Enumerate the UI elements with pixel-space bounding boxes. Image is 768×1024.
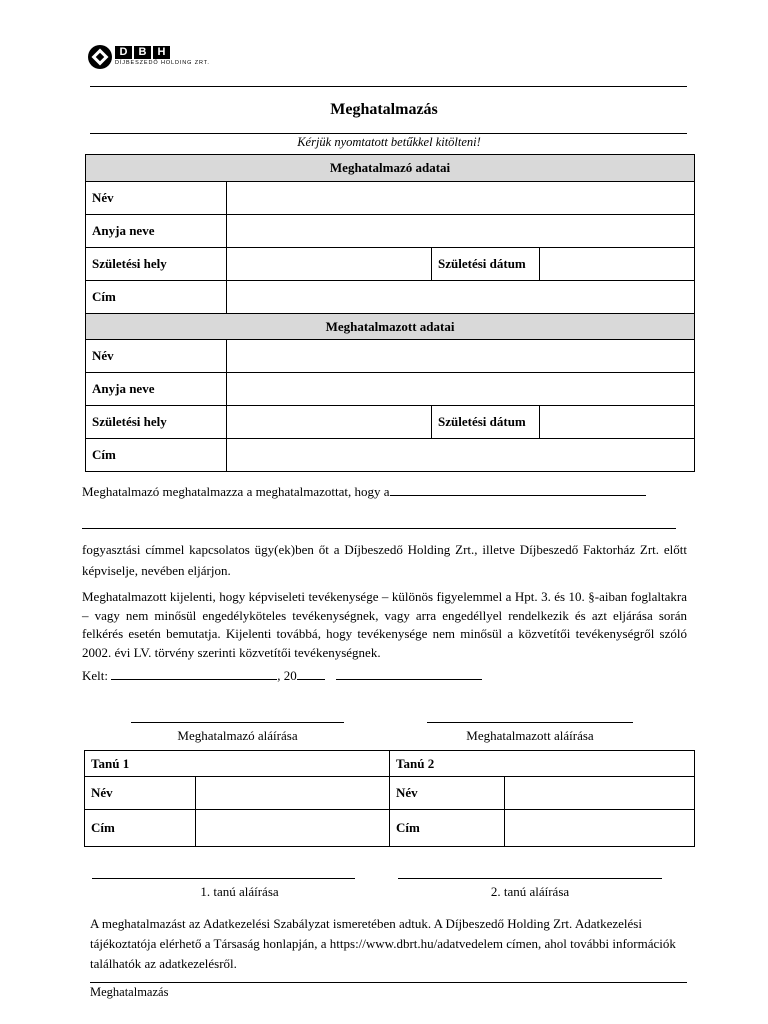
grantee-birth-date-field[interactable] <box>540 406 695 439</box>
grantor-birth-date-field[interactable] <box>540 248 695 281</box>
witness1-address-label: Cím <box>85 810 196 847</box>
year-prefix: , 20 <box>277 668 297 683</box>
grantor-mother-name-field[interactable] <box>227 215 695 248</box>
grantee-birth-date-label: Születési dátum <box>432 406 540 439</box>
grantee-name-field[interactable] <box>227 340 695 373</box>
authorization-intro: Meghatalmazó meghatalmazza a meghatalmazottat, hogy a <box>82 484 390 499</box>
grantee-section-header: Meghatalmazott adatai <box>86 314 695 340</box>
grantee-mother-name-field[interactable] <box>227 373 695 406</box>
logo-letter-h: H <box>153 46 170 59</box>
witness1-signature-line[interactable] <box>92 878 355 879</box>
witness2-address-label: Cím <box>390 810 505 847</box>
witness2-header: Tanú 2 <box>390 751 695 777</box>
witness-table <box>84 750 695 847</box>
grantor-name-label: Név <box>86 182 227 215</box>
declaration-paragraph: Meghatalmazott kijelenti, hogy képviseleti tevékenysége – különös figyelemmel a Hpt. 3. és 10. §-aiban foglaltakra – vagy nem minősül engedélyköteles tevékenységnek, vagy arra engedéllyel rendelkezik és azt eljárása során felkérés esetén bemutatja. Kijelenti továbbá, hogy tevékenysége nem minősül a közvetítői tevékenységről szóló 2002. évi LV. törvény szerinti közvetítői tevékenységnek. <box>82 589 687 660</box>
dbh-logo <box>88 44 210 72</box>
witness1-name-label: Név <box>85 777 196 810</box>
footer-text: Meghatalmazás <box>90 985 169 999</box>
header-rule <box>90 86 687 87</box>
grantor-address-label: Cím <box>86 281 227 314</box>
authorization-line <box>82 484 646 500</box>
grantor-signature-line[interactable] <box>131 722 344 723</box>
grantee-address-label: Cím <box>86 439 227 472</box>
grantor-address-field[interactable] <box>227 281 695 314</box>
date-line <box>82 668 482 684</box>
witness2-signature-line[interactable] <box>398 878 662 879</box>
authorization-scope-blank[interactable] <box>390 484 646 496</box>
month-day-blank[interactable] <box>336 668 482 680</box>
witness1-signature-label: 1. tanú aláírása <box>200 884 279 899</box>
witness1-address-field[interactable] <box>196 810 390 847</box>
grantor-mother-name-label: Anyja neve <box>86 215 227 248</box>
grantee-address-field[interactable] <box>227 439 695 472</box>
year-blank[interactable] <box>297 668 325 680</box>
grantor-signature-label: Meghatalmazó aláírása <box>177 728 298 743</box>
footer-rule <box>90 982 687 983</box>
grantee-signature-line[interactable] <box>427 722 633 723</box>
witness2-name-label: Név <box>390 777 505 810</box>
authorization-continuation: fogyasztási címmel kapcsolatos ügy(ek)ben őt a Díjbeszedő Holding Zrt., illetve Díjbeszedő Faktorház Zrt. előtt képviselje, nevében eljárjon. <box>82 542 687 578</box>
logo-letter-d: D <box>115 46 132 59</box>
page-title: Meghatalmazás <box>330 101 438 118</box>
witness2-signature-label: 2. tanú aláírása <box>490 884 570 899</box>
authorization-scope-line[interactable] <box>82 528 676 529</box>
logo-letters <box>115 46 170 59</box>
title-rule <box>90 133 687 134</box>
grantor-birth-place-field[interactable] <box>227 248 432 281</box>
witness2-name-field[interactable] <box>505 777 695 810</box>
grantee-birth-place-label: Születési hely <box>86 406 227 439</box>
logo-letter-b: B <box>134 46 151 59</box>
grantor-section-header: Meghatalmazó adatai <box>86 155 695 182</box>
witness2-address-field[interactable] <box>505 810 695 847</box>
main-form-table <box>85 154 695 472</box>
grantee-mother-name-label: Anyja neve <box>86 373 227 406</box>
grantee-birth-place-field[interactable] <box>227 406 432 439</box>
grantor-name-field[interactable] <box>227 182 695 215</box>
witness1-name-field[interactable] <box>196 777 390 810</box>
date-place-blank[interactable] <box>111 668 277 680</box>
grantee-name-label: Név <box>86 340 227 373</box>
date-label: Kelt: <box>82 668 108 683</box>
fill-instruction: Kérjük nyomtatott betűkkel kitölteni! <box>297 135 481 149</box>
grantor-birth-place-label: Születési hely <box>86 248 227 281</box>
privacy-note: A meghatalmazást az Adatkezelési Szabályzat ismeretében adtuk. A Díjbeszedő Holding Zrt. Adatkezelési tájékoztatója elérhető a Társaság honlapján, a https://www.dbrt.hu/adatvedelem címen, ahol további információk találhatók az adatkezelésről. <box>90 916 676 971</box>
logo-subtitle: DÍJBESZEDŐ HOLDING ZRT. <box>115 60 210 66</box>
grantee-signature-label: Meghatalmazott aláírása <box>466 728 594 743</box>
grantor-birth-date-label: Születési dátum <box>432 248 540 281</box>
witness1-header: Tanú 1 <box>85 751 390 777</box>
